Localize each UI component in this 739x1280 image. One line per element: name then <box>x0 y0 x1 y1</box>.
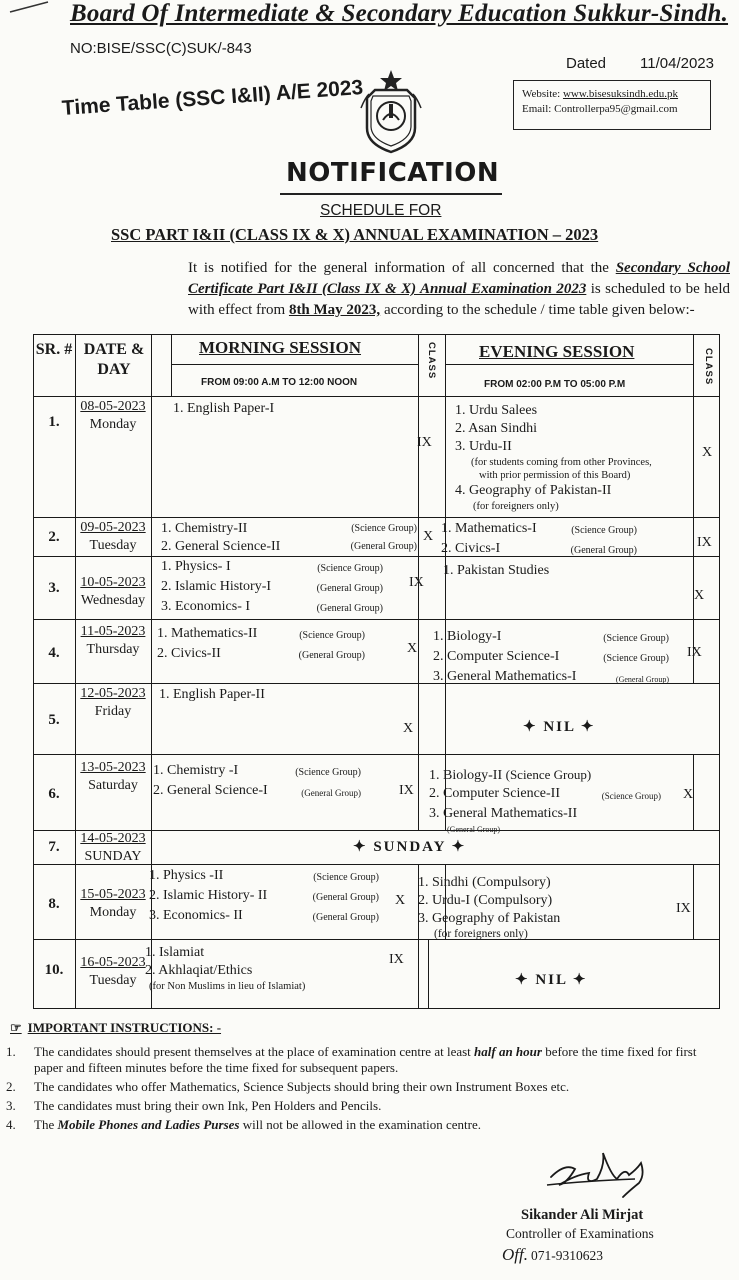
row-border <box>33 754 720 755</box>
row-7-sr: 7. <box>48 839 60 855</box>
row-7-sunday-banner: ✦ SUNDAY ✦ <box>353 839 467 855</box>
row-10-morning-class: IX <box>389 952 404 967</box>
reference-number: NO:BISE/SSC(C)SUK/-843 <box>70 40 252 57</box>
header-morning-session: MORNING SESSION <box>199 338 362 357</box>
board-logo-seal <box>355 68 427 154</box>
header-evening-session: EVENING SESSION <box>479 342 635 361</box>
table-border-top <box>33 334 720 335</box>
row-6-date-day: 13-05-2023 Saturday <box>80 760 146 793</box>
row-3-evening-subject-1: 1. Pakistan Studies <box>443 563 550 578</box>
row-3-sr: 3. <box>48 580 60 596</box>
row-8-morning-subjects: 1. Physics -II (Science Group) 2. Islamic History- II (General Group) 3. Economics- II (General Group) <box>149 868 379 923</box>
row-6-sr: 6. <box>48 786 60 802</box>
row-8-date-day: 15-05-2023 Monday <box>80 887 146 920</box>
website-link[interactable]: www.bisesuksindh.edu.pk <box>562 88 679 100</box>
row-4-evening-subjects: 1. Biology-I (Science Group) 2. Computer Science-I (Science Group) 3. General Mathematics-I (General Group) <box>433 629 669 684</box>
exam-title: SSC PART I&II (CLASS IX & X) ANNUAL EXAMINATION – 2023 <box>111 225 599 244</box>
row-6-morning-subjects: 1. Chemistry -I (Science Group) 2. General Science-I (General Group) <box>153 763 361 798</box>
row-4-sr: 4. <box>48 645 60 661</box>
row-10-sr: 10. <box>44 962 64 978</box>
row-1-day: Monday <box>89 417 137 432</box>
notification-heading: NOTIFICATION <box>286 158 500 188</box>
row-5-sr: 5. <box>48 712 60 728</box>
instruction-item: 2. The candidates who offer Mathematics, Science Subjects should bring their own Instrument Boxes etc. <box>6 1079 570 1094</box>
instruction-item: 3. The candidates must bring their own Ink, Pen Holders and Pencils. <box>6 1098 382 1113</box>
dated-label: Dated <box>566 55 607 72</box>
row-1-date-day <box>75 398 151 434</box>
corner-pen-mark <box>8 0 50 14</box>
header-evening-time: FROM 02:00 P.M TO 05:00 P.M <box>484 379 626 390</box>
schedule-for: SCHEDULE FOR <box>320 202 442 219</box>
table-border-bottom <box>33 1008 720 1009</box>
signatory-phone-line <box>502 1245 603 1265</box>
exam-name: Secondary School Certificate Part I&II (Class IX & X) Annual Examination 2023 <box>188 260 730 297</box>
board-title: Board Of Intermediate & Secondary Education Sukkur-Sindh. <box>70 0 729 27</box>
notification-underline <box>280 193 502 195</box>
signatory-designation: Controller of Examinations <box>506 1226 654 1241</box>
timetable-table <box>33 334 720 1010</box>
row-1-sr: 1. <box>48 414 60 430</box>
phone-label: Off. <box>502 1245 528 1264</box>
row-2-evening-subjects: 1. Mathematics-I (Science Group) 2. Civics-I (General Group) <box>441 521 637 556</box>
intro-paragraph: It is notified for the general information of all concerned that the Secondary School Certificate Part I&II (Class IX & X) Annual Examination 2023 is scheduled to be held with effect from 8th May 2023, according to the schedule / time table given below:- <box>188 260 730 318</box>
row-1-morning-class: IX <box>417 435 432 450</box>
row-5-morning-class: X <box>403 721 414 736</box>
row-6-morning-class: IX <box>399 783 414 798</box>
instructions-list <box>6 1044 706 1136</box>
row-10-morning-subjects: 1. Islamiat 2. Akhlaqiat/Ethics (for Non Muslims in lieu of Islamiat) <box>145 945 306 992</box>
header-date: DATE & DAY <box>83 341 145 378</box>
row-7-date-day: 14-05-2023 SUNDAY <box>80 831 146 864</box>
row-border <box>33 619 720 620</box>
header-row-border <box>33 396 720 397</box>
row-5-date-day: 12-05-2023 Friday <box>80 686 146 719</box>
row-8-evening-class: IX <box>676 901 691 916</box>
table-border-right <box>719 334 720 1009</box>
row-8-morning-class: X <box>395 893 406 908</box>
col-divider <box>693 754 694 830</box>
website-line: Website: www.bisesuksindh.edu.pk <box>522 88 679 100</box>
row-4-date-day: 11-05-2023 Thursday <box>80 624 146 657</box>
col-divider <box>445 334 446 830</box>
row-4-morning-subjects: 1. Mathematics-II (Science Group) 2. Civics-II (General Group) <box>157 626 365 661</box>
instruction-item: 4. The Mobile Phones and Ladies Purses will not be allowed in the examination centre. <box>6 1117 481 1132</box>
header-evening-class: CLASS <box>703 348 714 386</box>
row-2-date-day: 09-05-2023 Tuesday <box>80 520 146 553</box>
email-line: Email: Controllerpa95@gmail.com <box>522 103 678 115</box>
col-divider <box>428 939 429 1009</box>
col-divider <box>693 864 694 939</box>
row-2-evening-class: IX <box>697 535 712 550</box>
row-8-sr: 8. <box>48 896 60 912</box>
handwritten-signature <box>545 1145 655 1200</box>
row-2-morning-subjects: 1. Chemistry-II (Science Group) 2. General Science-II (General Group) <box>161 521 417 554</box>
col-divider <box>693 334 694 684</box>
row-1-evening-subjects: 1. Urdu Salees 2. Asan Sindhi 3. Urdu-II (for students coming from other Provinces, with prior permission of this Board) 4. Geography of Pakistan-II (for foreigners only) <box>455 403 652 512</box>
dated-line <box>566 55 714 72</box>
row-1-evening-class: X <box>702 445 713 460</box>
morning-header-divider <box>171 364 418 365</box>
email-link[interactable]: Controllerpa95@gmail.com <box>554 103 678 115</box>
row-3-date-day: 10-05-2023 Wednesday <box>80 575 146 608</box>
row-3-evening-class: X <box>694 588 705 603</box>
row-6-evening-subjects: 1. Biology-II (Science Group) 2. Computer Science-II (Science Group) 3. General Mathematics-II (General Group) <box>429 767 661 834</box>
row-5-evening-nil: ✦ NIL ✦ <box>523 719 596 735</box>
header-morning-class: CLASS <box>426 342 437 380</box>
signatory-phone: 071-9310623 <box>530 1248 603 1263</box>
row-3-morning-subjects: 1. Physics- I (Science Group) 2. Islamic History-I (General Group) 3. Economics- I (General Group) <box>161 559 383 614</box>
row-5-morning-subject-1: 1. English Paper-II <box>159 687 265 702</box>
row-2-sr: 2. <box>48 529 60 545</box>
start-date: 8th May 2023, <box>288 302 381 318</box>
row-4-evening-class: IX <box>687 645 702 660</box>
dated-value: 11/04/2023 <box>640 55 714 72</box>
row-1-date: 08-05-2023 <box>80 399 146 414</box>
header-sr: SR. # <box>35 341 73 358</box>
row-1-morning-subject-1: 1. English Paper-I <box>173 401 275 416</box>
row-2-morning-class: X <box>423 529 434 544</box>
row-10-date-day: 16-05-2023 Tuesday <box>80 955 146 988</box>
evening-header-divider <box>445 364 693 365</box>
contact-box <box>513 80 711 130</box>
row-3-morning-class: IX <box>409 575 424 590</box>
header-morning-time: FROM 09:00 A.M TO 12:00 NOON <box>201 377 358 388</box>
row-8-evening-subjects: 1. Sindhi (Compulsory) 2. Urdu-I (Compulsory) 3. Geography of Pakistan (for foreigners only) <box>418 875 561 940</box>
instruction-item: 1. The candidates should present themselves at the place of examination centre at least half an hour before the time fixed for first paper and fifteen minutes before the time fixed for subsequent papers. <box>6 1044 697 1075</box>
pointing-hand-icon: ☞ <box>10 1020 22 1035</box>
col-divider <box>171 334 172 396</box>
row-6-evening-class: X <box>683 787 694 802</box>
instructions-heading: ☞ IMPORTANT INSTRUCTIONS: - <box>10 1020 222 1035</box>
row-10-evening-nil: ✦ NIL ✦ <box>515 972 588 988</box>
signatory-name: Sikander Ali Mirjat <box>521 1207 644 1223</box>
timetable-title: Time Table (SSC I&II) A/E 2023 <box>61 75 364 120</box>
row-border <box>33 517 720 518</box>
row-4-morning-class: X <box>407 641 418 656</box>
